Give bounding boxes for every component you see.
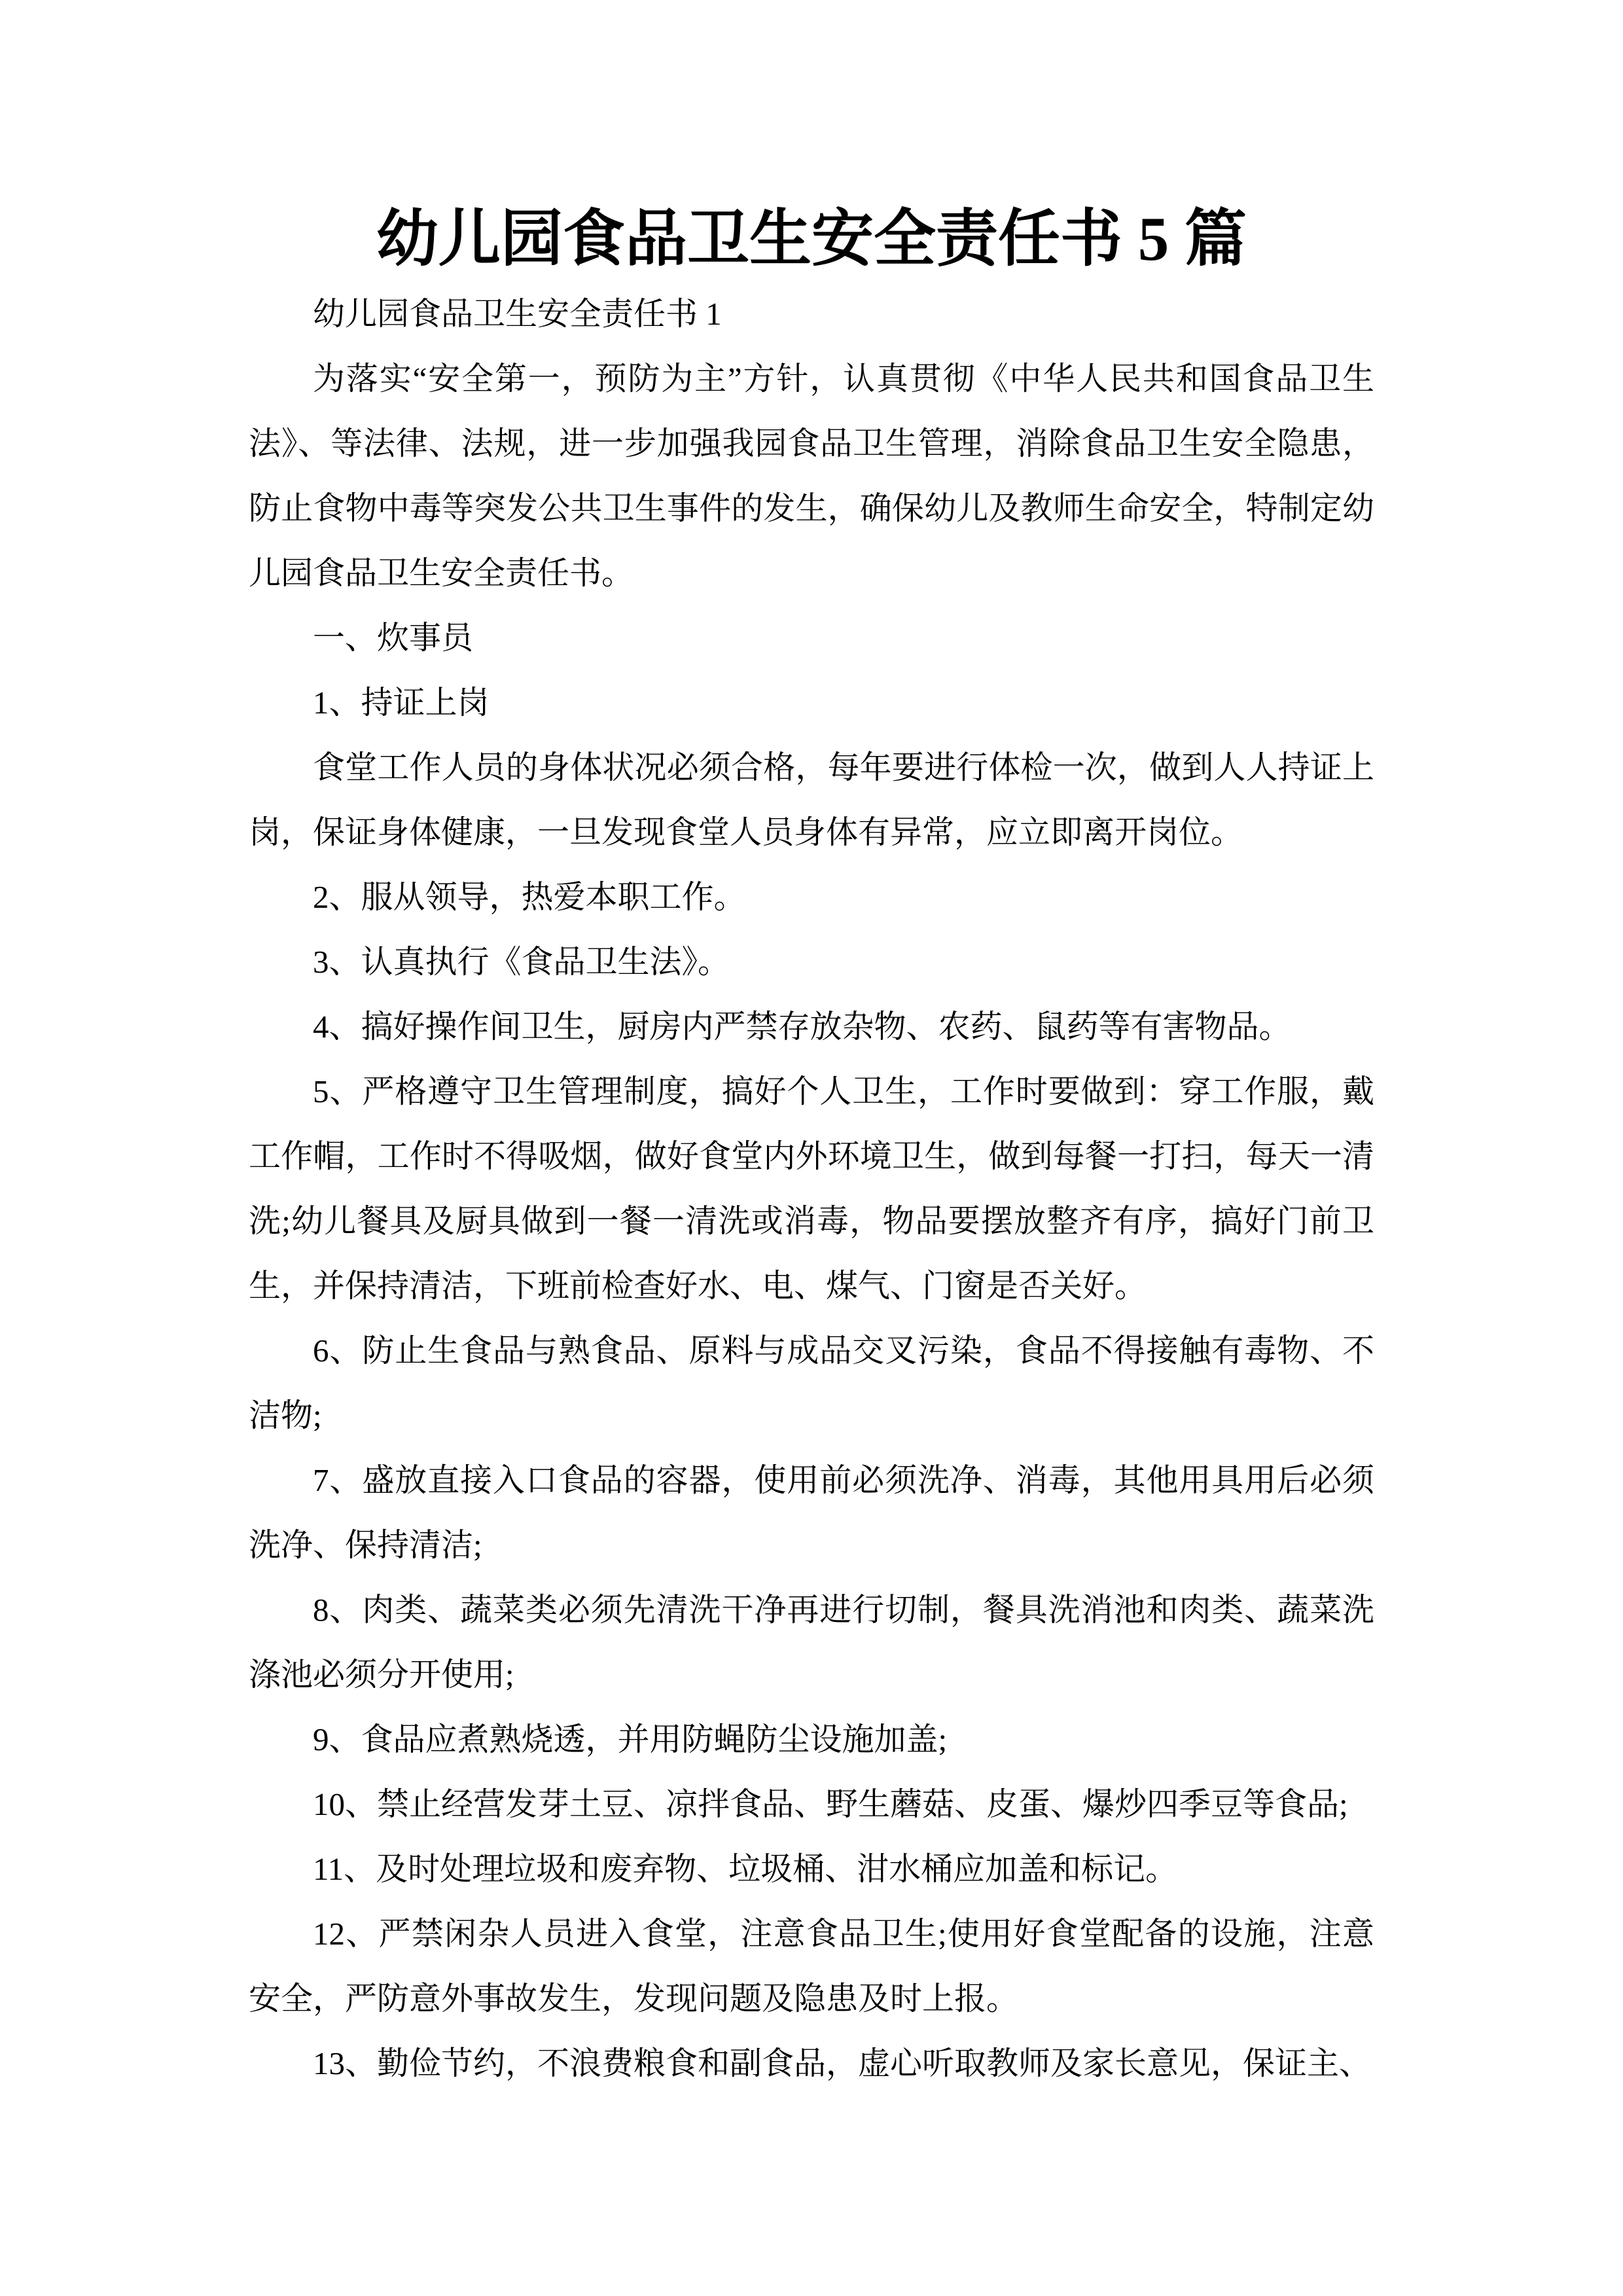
numbered-item-7: 7、盛放直接入口食品的容器，使用前必须洗净、消毒，其他用具用后必须洗净、保持清洁; bbox=[249, 1462, 1374, 1563]
numbered-item-1: 1、持证上岗 bbox=[313, 685, 490, 721]
numbered-item-8: 8、肉类、蔬菜类必须先清洗干净再进行切制，餐具洗消池和肉类、蔬菜洗涤池必须分开使用; bbox=[249, 1592, 1374, 1693]
document-content bbox=[249, 196, 1374, 2096]
intro-paragraph: 为落实“安全第一，预防为主”方针，认真贯彻《中华人民共和国食品卫生法》、等法律、法规，进一步加强我园食品卫生管理，消除食品卫生安全隐患，防止食物中毒等突发公共卫生事件的发生，确保幼儿及教师生命安全，特制定幼儿园食品卫生安全责任书。 bbox=[249, 361, 1374, 591]
numbered-item-3: 3、认真执行《食品卫生法》。 bbox=[313, 944, 730, 980]
numbered-item-4: 4、搞好操作间卫生，厨房内严禁存放杂物、农药、鼠药等有害物品。 bbox=[313, 1009, 1291, 1045]
numbered-item-9: 9、食品应煮熟烧透，并用防蝇防尘设施加盖; bbox=[313, 1721, 948, 1757]
numbered-item-5: 5、严格遵守卫生管理制度，搞好个人卫生，工作时要做到：穿工作服，戴工作帽，工作时不得吸烟，做好食堂内外环境卫生，做到每餐一打扫，每天一清洗;幼儿餐具及厨具做到一餐一清洗或消毒，物品要摆放整齐有序，搞好门前卫生，并保持清洁，下班前检查好水、电、煤气、门窗是否关好。 bbox=[249, 1073, 1374, 1304]
body-paragraph: 食堂工作人员的身体状况必须合格，每年要进行体检一次，做到人人持证上岗，保证身体健康，一旦发现食堂人员身体有异常，应立即离开岗位。 bbox=[249, 749, 1374, 850]
numbered-item-13: 13、勤俭节约，不浪费粮食和副食品，虚心听取教师及家长意见，保证主、 bbox=[313, 2045, 1372, 2081]
document-title: 幼儿园食品卫生安全责任书 5 篇 bbox=[376, 204, 1247, 274]
numbered-item-2: 2、服从领导，热爱本职工作。 bbox=[313, 879, 746, 915]
numbered-item-6: 6、防止生食品与熟食品、原料与成品交叉污染，食品不得接触有毒物、不洁物; bbox=[249, 1333, 1374, 1433]
document-subtitle: 幼儿园食品卫生安全责任书 1 bbox=[313, 296, 722, 332]
numbered-item-12: 12、严禁闲杂人员进入食堂，注意食品卫生;使用好食堂配备的设施，注意安全，严防意外事故发生，发现问题及隐患及时上报。 bbox=[249, 1916, 1374, 2017]
numbered-item-11: 11、及时处理垃圾和废弃物、垃圾桶、泔水桶应加盖和标记。 bbox=[313, 1851, 1178, 1887]
section-heading: 一、炊事员 bbox=[313, 620, 474, 656]
numbered-item-10: 10、禁止经营发芽土豆、凉拌食品、野生蘑菇、皮蛋、爆炒四季豆等食品; bbox=[313, 1786, 1348, 1822]
